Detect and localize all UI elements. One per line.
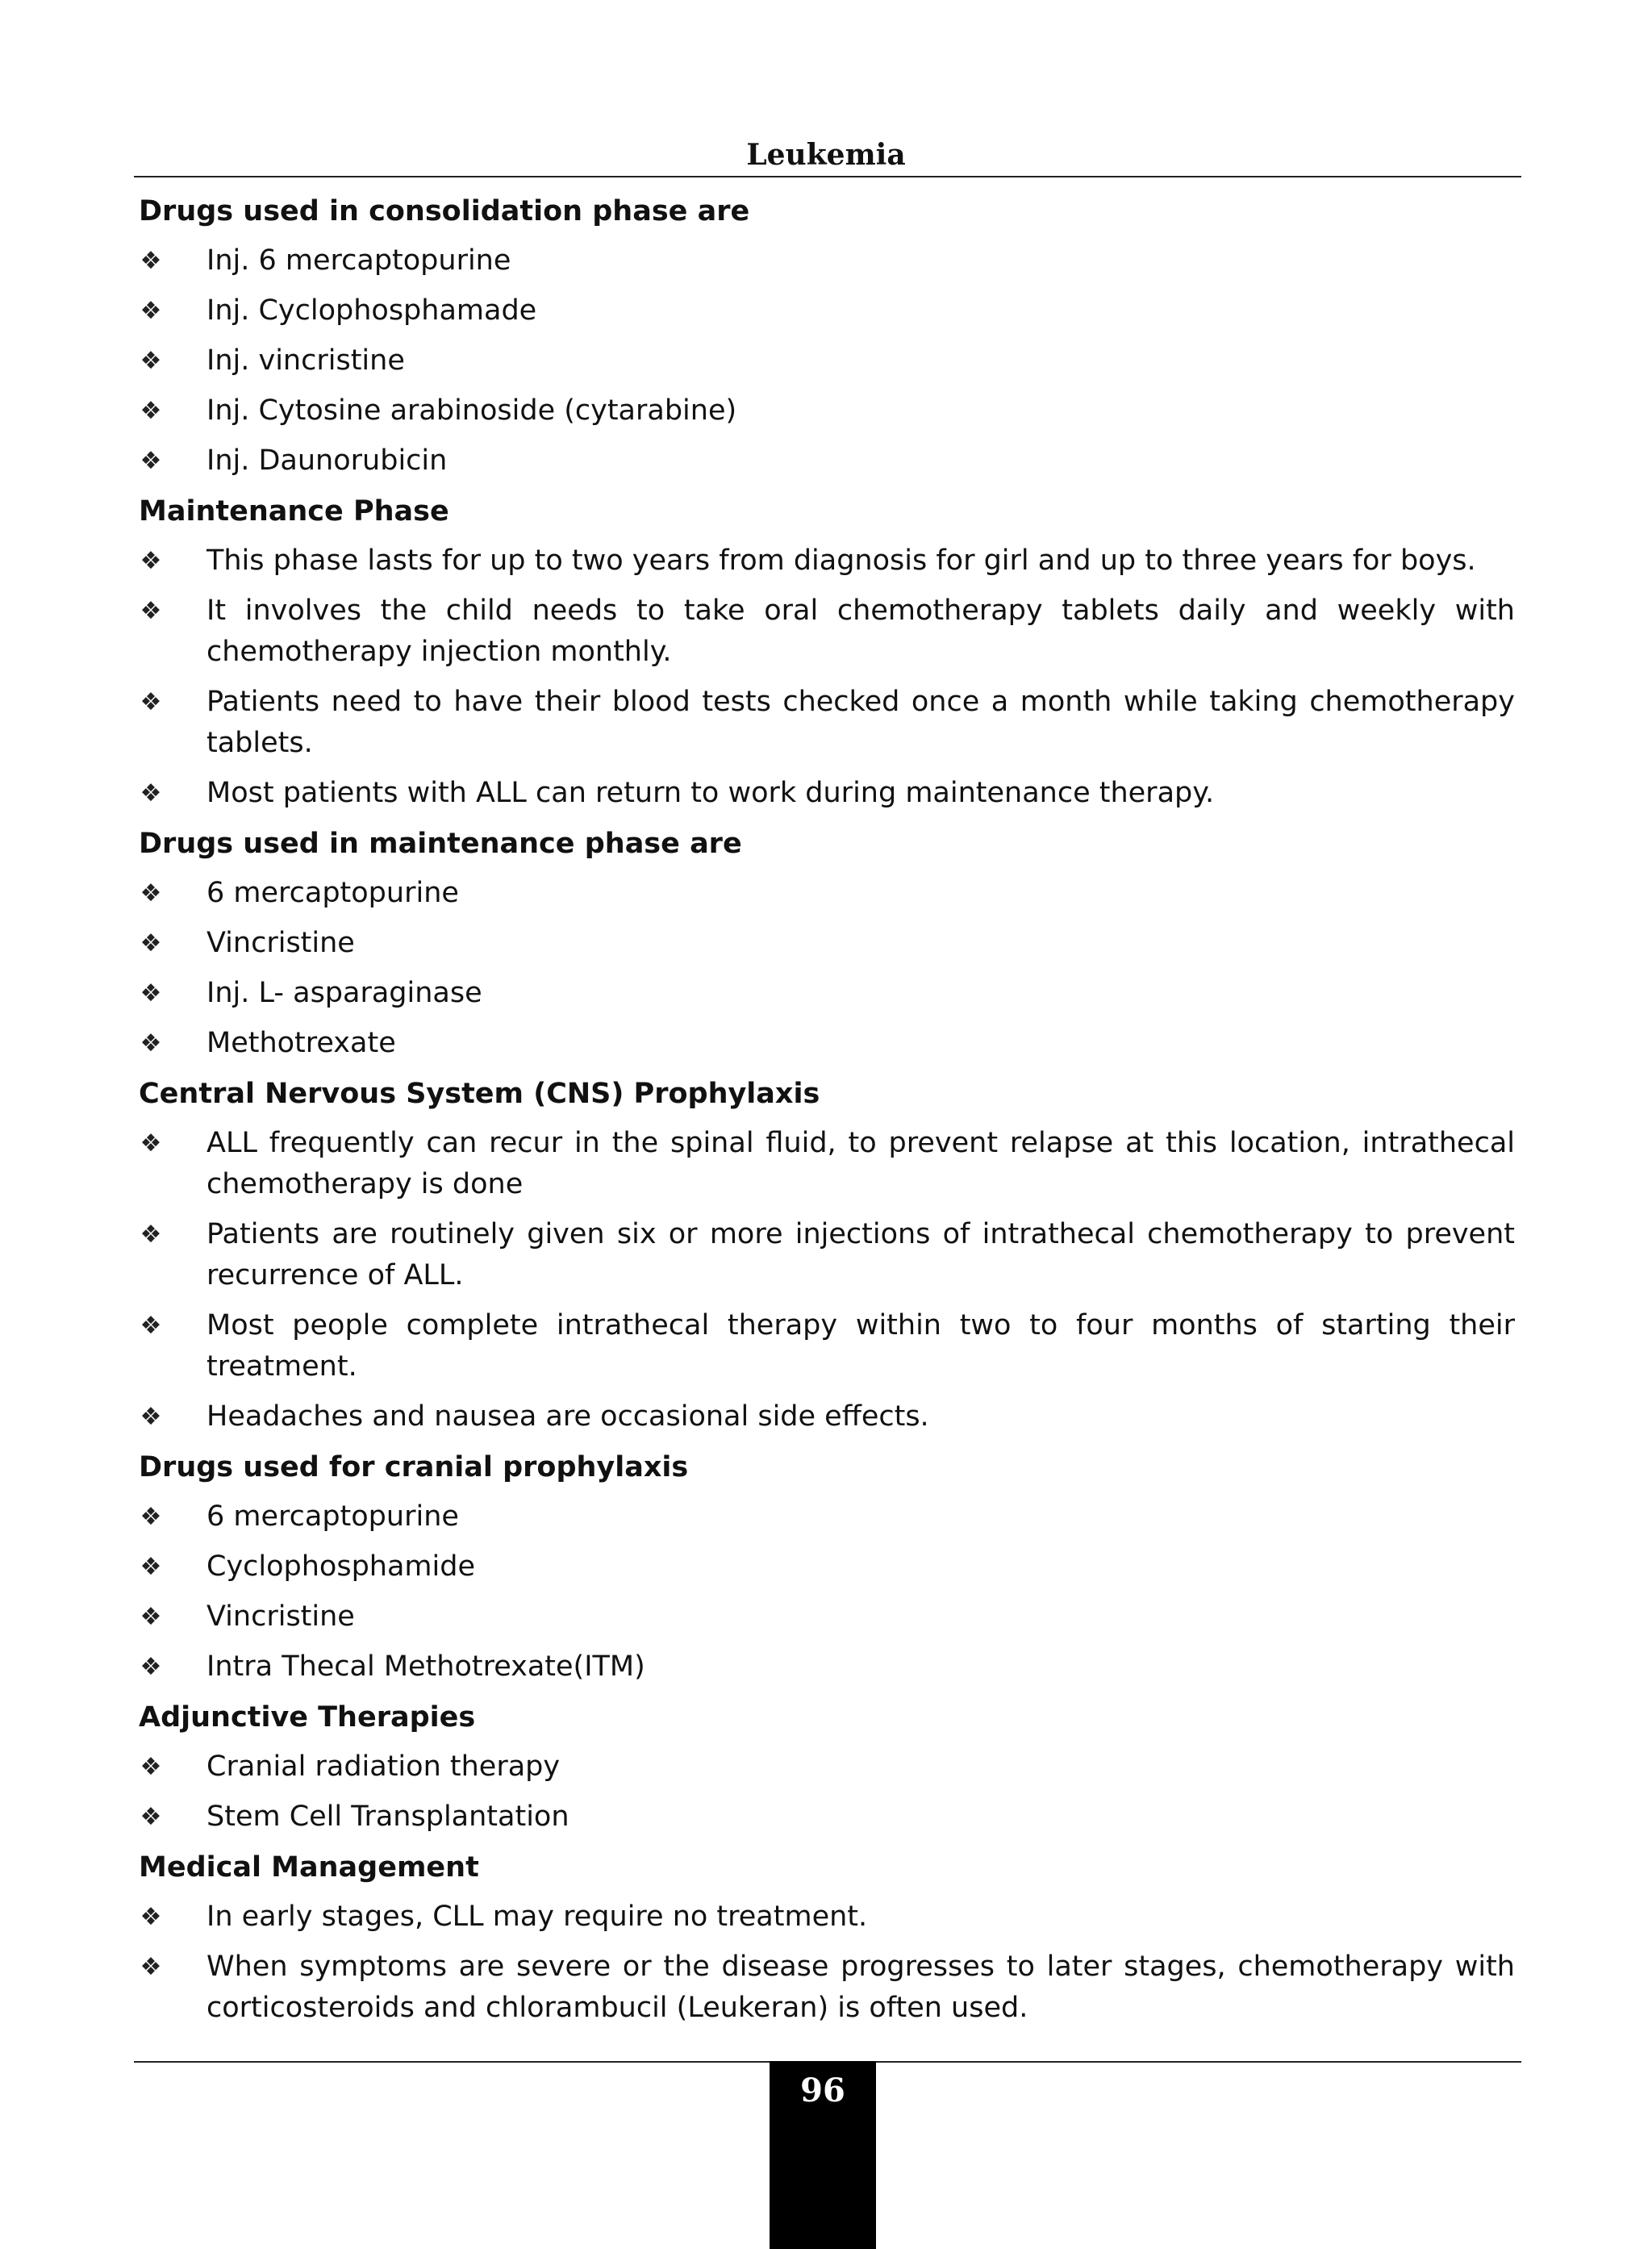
list-item [139,773,1515,814]
page-content [139,190,1515,2038]
list-item [139,240,1515,282]
list-item [139,1596,1515,1638]
list-item-text: Inj. Cytosine arabinoside (cytarabine) [206,394,737,427]
list-item [139,1746,1515,1788]
diamond-bullet-icon: ❖ [140,879,162,908]
section-heading: Adjunctive Therapies [139,1701,476,1734]
diamond-bullet-icon: ❖ [140,779,162,807]
list-item-text: Most patients with ALL can return to work during maintenance therapy. [206,777,1215,809]
diamond-bullet-icon: ❖ [140,1653,162,1681]
diamond-bullet-icon: ❖ [140,297,162,325]
list-item-text: In early stages, CLL may require no treatment. [206,1901,868,1933]
list-item [139,1896,1515,1938]
list-item-text: Vincristine [206,1600,355,1633]
list-item [139,1646,1515,1688]
diamond-bullet-icon: ❖ [140,547,162,575]
diamond-bullet-icon: ❖ [140,1803,162,1831]
list-item-text: Inj. vincristine [206,344,405,377]
diamond-bullet-icon: ❖ [140,1753,162,1781]
diamond-bullet-icon: ❖ [140,447,162,475]
section-heading: Drugs used for cranial prophylaxis [139,1451,689,1483]
section-heading: Medical Management [139,1851,479,1884]
section-heading: Maintenance Phase [139,495,449,528]
list-item [139,440,1515,482]
list-item [139,1123,1515,1205]
page-number: 96 [800,2072,845,2109]
diamond-bullet-icon: ❖ [140,1553,162,1581]
diamond-bullet-icon: ❖ [140,1503,162,1531]
list-item-text: Inj. 6 mercaptopurine [206,244,511,277]
diamond-bullet-icon: ❖ [140,397,162,425]
list-item-text: Inj. Cyclophosphamade [206,294,537,327]
diamond-bullet-icon: ❖ [140,1903,162,1931]
diamond-bullet-icon: ❖ [140,1603,162,1631]
list-item-text: Cranial radiation therapy [206,1750,561,1783]
list-item-text: Inj. Daunorubicin [206,444,448,477]
list-item-text: Stem Cell Transplantation [206,1800,569,1833]
diamond-bullet-icon: ❖ [140,1312,162,1340]
diamond-bullet-icon: ❖ [140,1129,162,1158]
section-heading: Drugs used in consolidation phase are [139,195,750,227]
list-item-text: Vincristine [206,927,355,959]
list-item-text: Intra Thecal Methotrexate(ITM) [206,1650,645,1683]
header-rule [134,176,1521,177]
list-item [139,923,1515,964]
list-item [139,540,1515,582]
list-item [139,340,1515,382]
list-item-text: It involves the child needs to take oral chemotherapy tablets daily and weekly with chemotherapy injection monthly. [206,595,1515,668]
list-item-text: When symptoms are severe or the disease progresses to later stages, chemotherapy with corticosteroids and chlorambucil (Leukeran) is often used. [206,1951,1515,2024]
diamond-bullet-icon: ❖ [140,979,162,1008]
diamond-bullet-icon: ❖ [140,1220,162,1249]
diamond-bullet-icon: ❖ [140,347,162,375]
list-item [139,1023,1515,1064]
diamond-bullet-icon: ❖ [140,1029,162,1058]
section-heading: Central Nervous System (CNS) Prophylaxis [139,1078,820,1110]
list-item-text: Cyclophosphamide [206,1550,475,1583]
list-item-text: 6 mercaptopurine [206,877,459,909]
list-item [139,290,1515,332]
diamond-bullet-icon: ❖ [140,597,162,625]
list-item [139,873,1515,914]
list-item-text: 6 mercaptopurine [206,1500,459,1533]
list-item [139,1946,1515,2029]
list-item-text: Headaches and nausea are occasional side effects. [206,1400,929,1433]
list-item [139,973,1515,1014]
list-item-text: This phase lasts for up to two years from diagnosis for girl and up to three years for boys. [206,545,1476,577]
list-item-text: ALL frequently can recur in the spinal fluid, to prevent relapse at this location, intrathecal chemotherapy is done [206,1127,1515,1200]
list-item [139,1396,1515,1437]
list-item [139,1496,1515,1538]
list-item [139,1305,1515,1387]
section-heading: Drugs used in maintenance phase are [139,828,742,860]
list-item [139,1796,1515,1838]
list-item-text: Most people complete intrathecal therapy within two to four months of starting their treatment. [206,1309,1515,1383]
list-item [139,1214,1515,1296]
diamond-bullet-icon: ❖ [140,688,162,716]
page-header-title: Leukemia [746,138,906,172]
list-item [139,590,1515,673]
list-item-text: Patients need to have their blood tests checked once a month while taking chemotherapy tablets. [206,686,1515,759]
diamond-bullet-icon: ❖ [140,247,162,275]
list-item-text: Patients are routinely given six or more injections of intrathecal chemotherapy to prevent recurrence of ALL. [206,1218,1515,1291]
list-item [139,682,1515,764]
list-item-text: Methotrexate [206,1027,396,1059]
list-item [139,390,1515,432]
list-item-text: Inj. L- asparaginase [206,977,482,1009]
diamond-bullet-icon: ❖ [140,1953,162,1981]
diamond-bullet-icon: ❖ [140,1403,162,1431]
diamond-bullet-icon: ❖ [140,929,162,958]
list-item [139,1546,1515,1588]
